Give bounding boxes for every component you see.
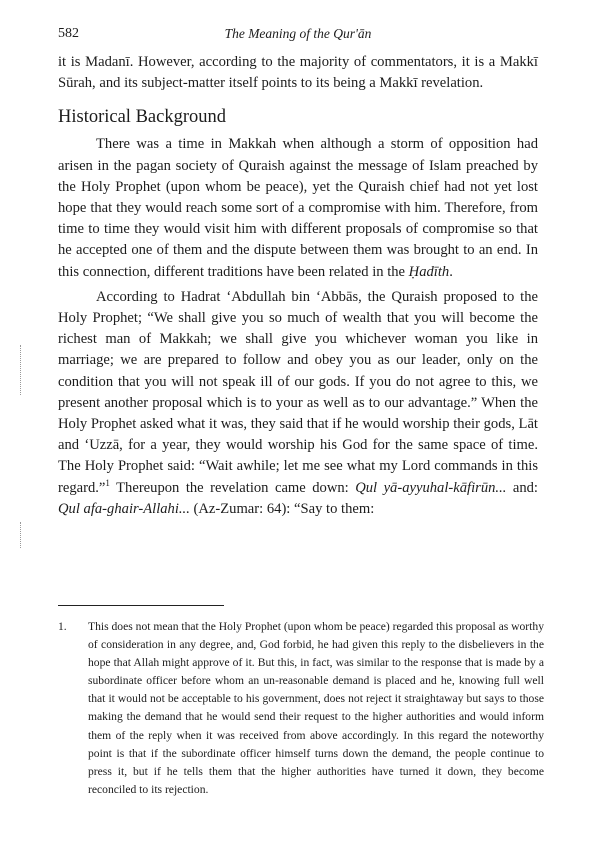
footnote-text: This does not mean that the Holy Prophet (upon whom be peace) regarded this proposal as worthy of consideration in any degree, and, God forbid, he had given this reply to the disbelievers in the hope that Allah might approve of it. But this, in fact, was similar to the response that is made by a subordinate officer before whom an un-reasonable demand is placed and he, knowing full well that it would not be acceptable to his government, does not reject it straightaway but says to those making the demand that he would send their request to the higher authorities and would inform them of the reply when it was received from above accordingly. In this regard the noteworthy point is that if the subordinate officer himself turns down the demand, the people continue to press it, but if he tells them that the higher authorities have turned it down, they become reconciled to its rejection.: [88, 620, 544, 796]
paragraph-2-text: According to Hadrat ‘Abdullah bin ‘Abbās, the Quraish proposed to the Holy Prophet; “We shall give you so much of wealth that you will become the richest man of Makkah; we shall give you whichever woman you like in marriage; we are prepared to follow and obey you as our leader, only on the condition that you will not speak ill of our gods. If you do not agree to this, we present another proposal which is to your as well as to our advantage.” When the Holy Prophet asked what it was, they said that if he would worship their gods, Lāt and ‘Uzzā, for a year, they would worship his God for the same space of time. The Holy Prophet said: “Wait awhile; let me see what my Lord commands in this regard.”: [58, 288, 538, 496]
running-title: The Meaning of the Qur'ān: [224, 26, 372, 41]
footnote-reference[interactable]: 1: [105, 477, 110, 488]
paragraph-1-end: .: [449, 263, 453, 280]
margin-mark: [20, 522, 21, 548]
paragraph-1-text: There was a time in Makkah when although a storm of opposition had arisen in the pagan society of Quraish against the message of Islam preached by the Holy Prophet (upon whom be peace), yet the Quraish chief had not yet lost hope that they would reach some sort of a compromise with him. Therefore, from time to time they would visit him with different proposals of compromise so that he accepted one of them and the dispute between them was brought to an end. In this connection, different traditions have been related in the: [58, 136, 538, 280]
intro-paragraph: it is Madanī. However, according to the majority of commentators, it is a Makkī Sūrah, and its subject-matter itself points to its being a Makkī revelation.: [58, 54, 538, 92]
paragraph-2-end: (Az-Zumar: 64): “Say to them:: [189, 500, 375, 517]
quote-afa-ghair-allahi: Qul afa-ghair-Allahi...: [58, 500, 190, 517]
paragraph-2-and: and:: [506, 479, 538, 496]
page-header: [58, 26, 538, 46]
footnote-rule: [58, 605, 224, 606]
hadith-term: Ḥadīth: [408, 263, 450, 280]
quote-kafirun: Qul yā-ayyuhal-kāfirūn...: [355, 479, 507, 496]
footnote-number: 1.: [58, 620, 67, 633]
section-heading: Historical Background: [58, 107, 226, 128]
paragraph-2-after-ref: Thereupon the revelation came down:: [109, 479, 356, 496]
main-text: [58, 52, 538, 520]
margin-mark: [20, 345, 21, 395]
paragraph-1: [58, 134, 538, 282]
paragraph-2: [58, 287, 538, 520]
footnote: [58, 618, 544, 799]
page-number: 582: [58, 26, 79, 41]
